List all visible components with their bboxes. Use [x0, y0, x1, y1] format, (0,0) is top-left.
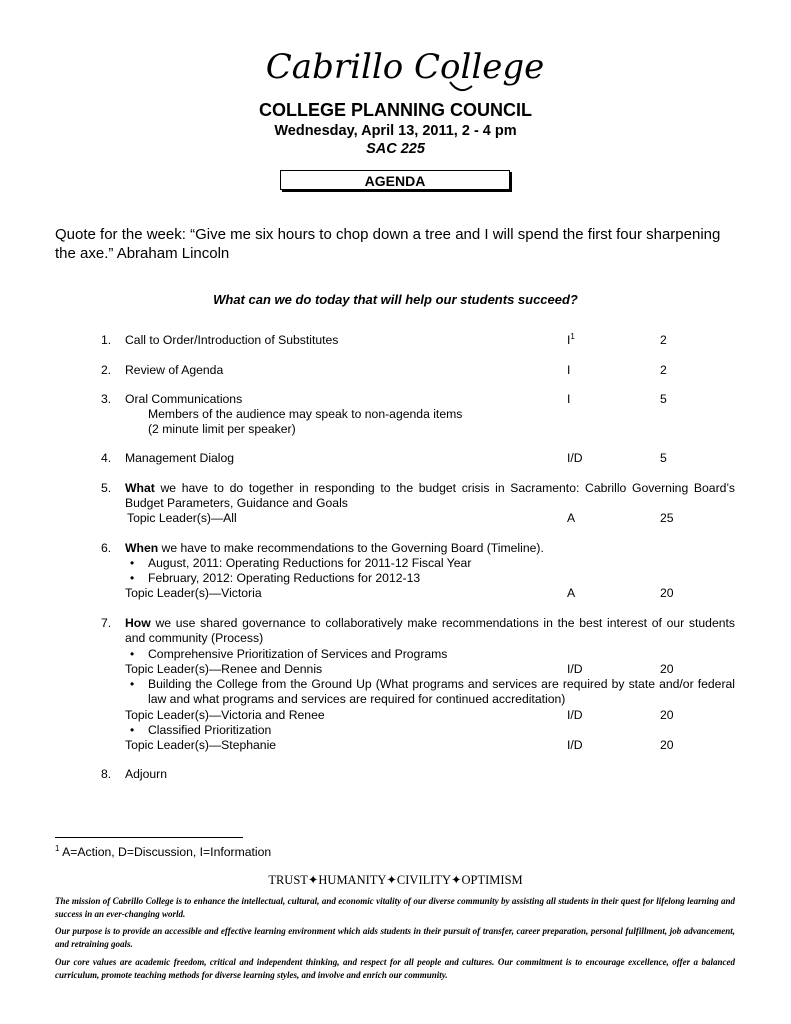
item-subtext: (2 minute limit per speaker) [148, 422, 296, 436]
agenda-label: AGENDA [364, 173, 426, 189]
item-type: A [567, 511, 576, 525]
quote-of-week: Quote for the week: “Give me six hours to chop down a tree and I will spend the first four sharpening the axe.” Abraham Lincoln [55, 226, 721, 262]
item-type: I [567, 363, 571, 377]
logo-text: Cabrillo College [265, 47, 545, 87]
item-type: I/D [567, 738, 583, 752]
item-text: When we have to make recommendations to the Governing Board (Timeline). [125, 541, 544, 555]
item-number: 3. [101, 392, 112, 406]
bullet-icon: • [130, 647, 135, 661]
bullet-text: Classified Prioritization [148, 723, 272, 737]
item-text: What we have to do together in responding to the budget crisis in Sacramento: Cabrillo Governing Board’s Budget Parameters, Guidance and Goals [125, 481, 735, 510]
topic-leader: Topic Leader(s)—Victoria and Renee [125, 708, 325, 722]
bullet-icon: • [130, 723, 135, 737]
item-text: How we use shared governance to collaboratively make recommendations in the best interest of our students and community (Process) [125, 616, 735, 645]
bullet-icon: • [130, 571, 135, 585]
item-minutes: 2 [660, 333, 667, 347]
item-text: Adjourn [125, 767, 168, 781]
core-values-line: TRUST✦HUMANITY✦CIVILITY✦OPTIMISM [268, 873, 523, 887]
bullet-text: February, 2012: Operating Reductions for 2012-13 [148, 571, 421, 585]
item-type: I/D [567, 451, 583, 465]
item-number: 1. [101, 333, 112, 347]
item-text: Call to Order/Introduction of Substitutes [125, 333, 339, 347]
purpose-statement: Our purpose is to provide an accessible and effective learning environment which aids students in their pursuit of transfer, career preparation, personal fulfillment, job advancement, and retraining goals. [55, 926, 735, 949]
item-minutes: 20 [660, 662, 674, 676]
item-minutes: 20 [660, 586, 674, 600]
footnote: $^1$ A=Action, D=Discussion, I=Information [55, 843, 272, 859]
item-type: I/D [567, 708, 583, 722]
item-minutes: 2 [660, 363, 667, 377]
bullet-text: Building the College from the Ground Up (What programs and services are required by state and/or federal law and what programs and services are required for continued accreditation) [148, 677, 735, 706]
item-number: 8. [101, 767, 112, 781]
meeting-room: SAC 225 [366, 141, 425, 157]
guiding-question: What can we do today that will help our students succeed? [213, 292, 578, 307]
bullet-icon: • [130, 677, 135, 691]
item-minutes: 5 [660, 392, 667, 406]
item-type: A [567, 586, 576, 600]
item-text: Management Dialog [125, 451, 235, 465]
item-number: 7. [101, 616, 112, 630]
bullet-text: Comprehensive Prioritization of Services and Programs [148, 647, 448, 661]
core-values-statement: Our core values are academic freedom, critical and independent thinking, and respect for all people and cultures. Our commitment is to encourage excellence, offer a balanced curriculum, promote teaching methods for diverse learning styles, and involve and enrich our community. [55, 957, 735, 980]
item-number: 4. [101, 451, 112, 465]
topic-leader: Topic Leader(s)—Stephanie [125, 738, 277, 752]
item-number: 6. [101, 541, 112, 555]
meeting-date: Wednesday, April 13, 2011, 2 - 4 pm [274, 123, 517, 139]
item-number: 5. [101, 481, 112, 495]
cabrillo-college-logo [265, 40, 545, 100]
item-type: $I^1$ [567, 331, 575, 347]
item-text: Oral Communications [125, 392, 243, 406]
item-type: I/D [567, 662, 583, 676]
topic-leader: Topic Leader(s)—All [127, 511, 237, 525]
topic-leader: Topic Leader(s)—Victoria [125, 586, 262, 600]
mission-statement: The mission of Cabrillo College is to enhance the intellectual, cultural, and economic vitality of our diverse community by assisting all students in their quest for lifelong learning and success in an ever-changing world. [55, 896, 735, 919]
item-type: I [567, 392, 571, 406]
item-minutes: 25 [660, 511, 674, 525]
bullet-text: August, 2011: Operating Reductions for 2011-12 Fiscal Year [148, 556, 472, 570]
page-title: COLLEGE PLANNING COUNCIL [259, 100, 532, 120]
topic-leader: Topic Leader(s)—Renee and Dennis [125, 662, 323, 676]
bullet-icon: • [130, 556, 135, 570]
item-minutes: 20 [660, 738, 674, 752]
item-minutes: 20 [660, 708, 674, 722]
item-text: Review of Agenda [125, 363, 224, 377]
agenda-heading-box [280, 170, 510, 190]
item-subtext: Members of the audience may speak to non-agenda items [148, 407, 463, 421]
footnote-divider [55, 837, 243, 838]
item-number: 2. [101, 363, 112, 377]
item-minutes: 5 [660, 451, 667, 465]
